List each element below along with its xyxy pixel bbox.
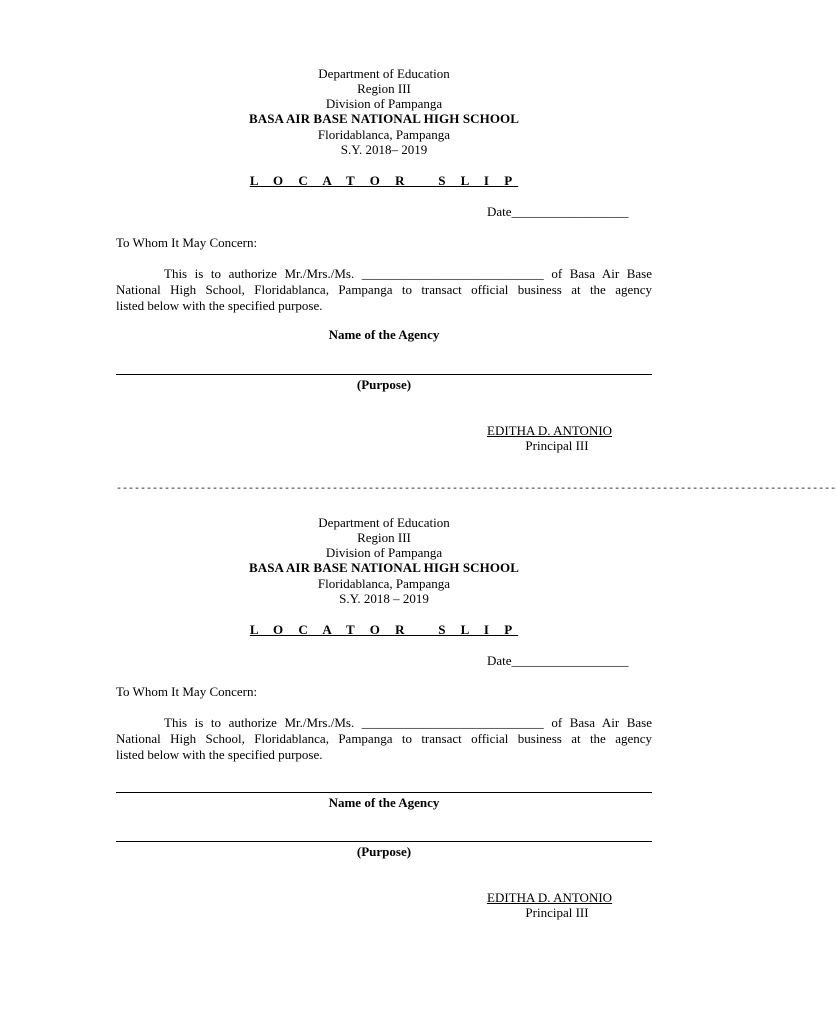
salutation: To Whom It May Concern: bbox=[116, 684, 258, 699]
paragraph-line-1: This is to authorize Mr./Mrs./Ms. ____________________________ of Basa Air Base bbox=[164, 715, 652, 730]
department-line: Department of Education bbox=[318, 66, 450, 81]
purpose-signature-rule bbox=[116, 374, 652, 375]
school-year: S.Y. 2018– 2019 bbox=[340, 142, 428, 157]
date-field: Date__________________ bbox=[487, 204, 629, 219]
agency-signature-rule bbox=[116, 792, 652, 793]
region-line: Region III bbox=[357, 530, 411, 545]
agency-label: Name of the Agency bbox=[328, 795, 440, 810]
purpose-signature-rule bbox=[116, 841, 652, 842]
division-line: Division of Pampanga bbox=[325, 545, 443, 560]
signatory-title: Principal III bbox=[525, 438, 589, 453]
signatory-name: EDITHA D. ANTONIO bbox=[487, 890, 613, 905]
cut-line: ------------------------------------------------------------------------------------------------------------------------ bbox=[116, 484, 836, 495]
signatory-name: EDITHA D. ANTONIO bbox=[487, 423, 613, 438]
paragraph-line-3: listed below with the specified purpose. bbox=[116, 747, 323, 762]
date-field: Date__________________ bbox=[487, 653, 629, 668]
school-year: S.Y. 2018 – 2019 bbox=[339, 591, 429, 606]
purpose-label: (Purpose) bbox=[356, 377, 412, 392]
agency-label: Name of the Agency bbox=[328, 327, 440, 342]
school-location: Floridablanca, Pampanga bbox=[317, 127, 451, 142]
paragraph-line-2: National High School, Floridablanca, Pampanga to transact official business at the agency bbox=[116, 282, 652, 297]
school-name: BASA AIR BASE NATIONAL HIGH SCHOOL bbox=[248, 111, 520, 126]
authorization-paragraph bbox=[116, 715, 652, 763]
school-name: BASA AIR BASE NATIONAL HIGH SCHOOL bbox=[248, 560, 520, 575]
school-location: Floridablanca, Pampanga bbox=[317, 576, 451, 591]
department-line: Department of Education bbox=[318, 515, 450, 530]
region-line: Region III bbox=[357, 81, 411, 96]
paragraph-line-3: listed below with the specified purpose. bbox=[116, 298, 323, 313]
salutation: To Whom It May Concern: bbox=[116, 235, 258, 250]
paragraph-line-1: This is to authorize Mr./Mrs./Ms. ____________________________ of Basa Air Base bbox=[164, 266, 652, 281]
paragraph-line-2: National High School, Floridablanca, Pampanga to transact official business at the agency bbox=[116, 731, 652, 746]
slip-title: L O C A T O R S L I P bbox=[249, 622, 519, 637]
purpose-label: (Purpose) bbox=[356, 844, 412, 859]
authorization-paragraph bbox=[116, 266, 652, 314]
signatory-title: Principal III bbox=[525, 905, 589, 920]
division-line: Division of Pampanga bbox=[325, 96, 443, 111]
slip-title: L O C A T O R S L I P bbox=[249, 173, 519, 188]
